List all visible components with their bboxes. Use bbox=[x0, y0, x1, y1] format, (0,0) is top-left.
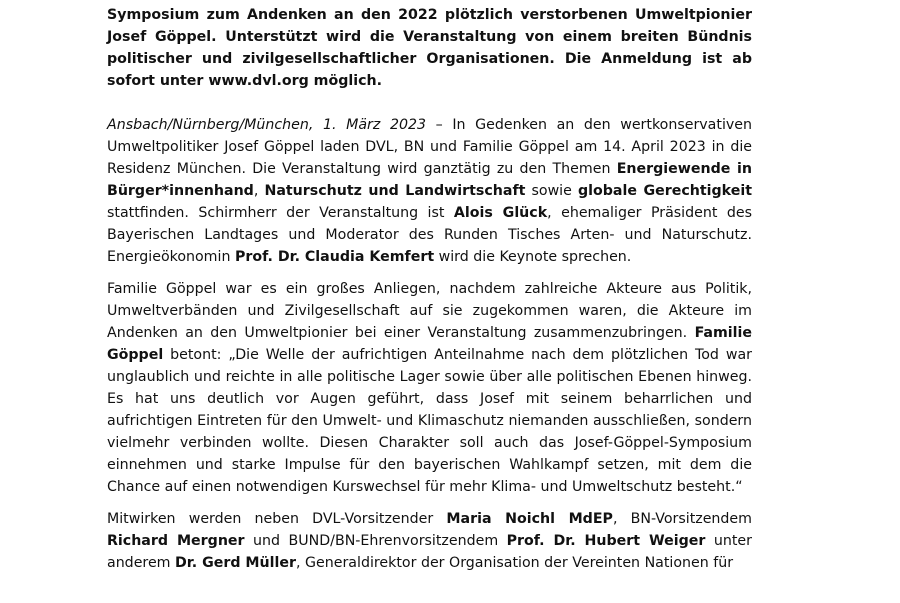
paragraph-family-statement: Familie Göppel war es ein großes Anliegen, nachdem zahlreiche Akteure aus Politik, Umweltverbänden und Zivilgesellschaft auf sie zugekommen waren, die Akteure im Andenken an den Umweltpionier bei einer Veranstaltung zusammenzubringen. Familie Göppel betont: „Die Welle der aufrichtigen Anteilnahme nach dem plötzlichen Tod war unglaublich und reichte in alle politische Lager sowie über alle politischen Ebenen hinweg. Es hat uns deutlich vor Augen geführt, dass Josef mit seinem beharrlichen und aufrichtigen Eintreten für den Umwelt- und Klimaschutz niemanden ausschließen, sondern vielmehr verbinden wollte. Diesen Charakter soll auch das Josef-Göppel-Symposium einnehmen und starke Impulse für den bayerischen Wahlkampf setzen, mit dem die Chance auf einen notwendigen Kurswechsel für mehr Klima- und Umweltschutz besteht.“ bbox=[107, 281, 752, 495]
participant-mueller: Dr. Gerd Müller bbox=[175, 555, 297, 571]
lead-paragraph: Symposium zum Andenken an den 2022 plötzlich verstorbenen Umweltpionier Josef Göppel. Unterstützt wird die Veranstaltung von einem breiten Bündnis politischer und zivilgesellschaftlicher Organisationen. Die Anmeldung ist ab sofort unter www.dvl.org möglich. bbox=[107, 7, 752, 89]
participant-noichl: Maria Noichl MdEP bbox=[446, 511, 613, 527]
participant-mergner: Richard Mergner bbox=[107, 533, 245, 549]
family-name: Familie Göppel bbox=[107, 325, 752, 363]
topic-energy: Energiewende in Bürger*innenhand bbox=[107, 161, 753, 199]
paragraph-intro: Ansbach/Nürnberg/München, 1. März 2023 – In Gedenken an den wertkonservativen Umweltpolitiker Josef Göppel laden DVL, BN und Familie Göppel am 14. April 2023 in die Residenz München. Die Veranstaltung wird ganztätig zu den Themen Energiewende in Bürger*innenhand, Naturschutz und Landwirtschaft sowie globale Gerechtigkeit stattfinden. Schirmherr der Veranstaltung ist Alois Glück, ehemaliger Präsident des Bayerischen Landtages und Moderator des Runden Tisches Arten- und Naturschutz. Energieökonomin Prof. Dr. Claudia Kemfert wird die Keynote sprechen. bbox=[107, 117, 753, 265]
paragraph-participants: Mitwirken werden neben DVL-Vorsitzender Maria Noichl MdEP, BN-Vorsitzendem Richard Mergner und BUND/BN-Ehrenvorsitzendem Prof. Dr. Hubert Weiger unter anderem Dr. Gerd Müller, Generaldirektor der Organisation der Vereinten Nationen für bbox=[107, 511, 752, 571]
topic-global-justice: globale Gerechtigkeit bbox=[577, 183, 752, 199]
participant-weiger: Prof. Dr. Hubert Weiger bbox=[506, 533, 706, 549]
press-release-body bbox=[107, 0, 752, 584]
patron-name: Alois Glück bbox=[453, 205, 548, 221]
keynote-speaker: Prof. Dr. Claudia Kemfert bbox=[234, 249, 435, 265]
dateline: Ansbach/Nürnberg/München, 1. März 2023 bbox=[107, 117, 427, 133]
topic-nature-agriculture: Naturschutz und Landwirtschaft bbox=[264, 183, 526, 199]
